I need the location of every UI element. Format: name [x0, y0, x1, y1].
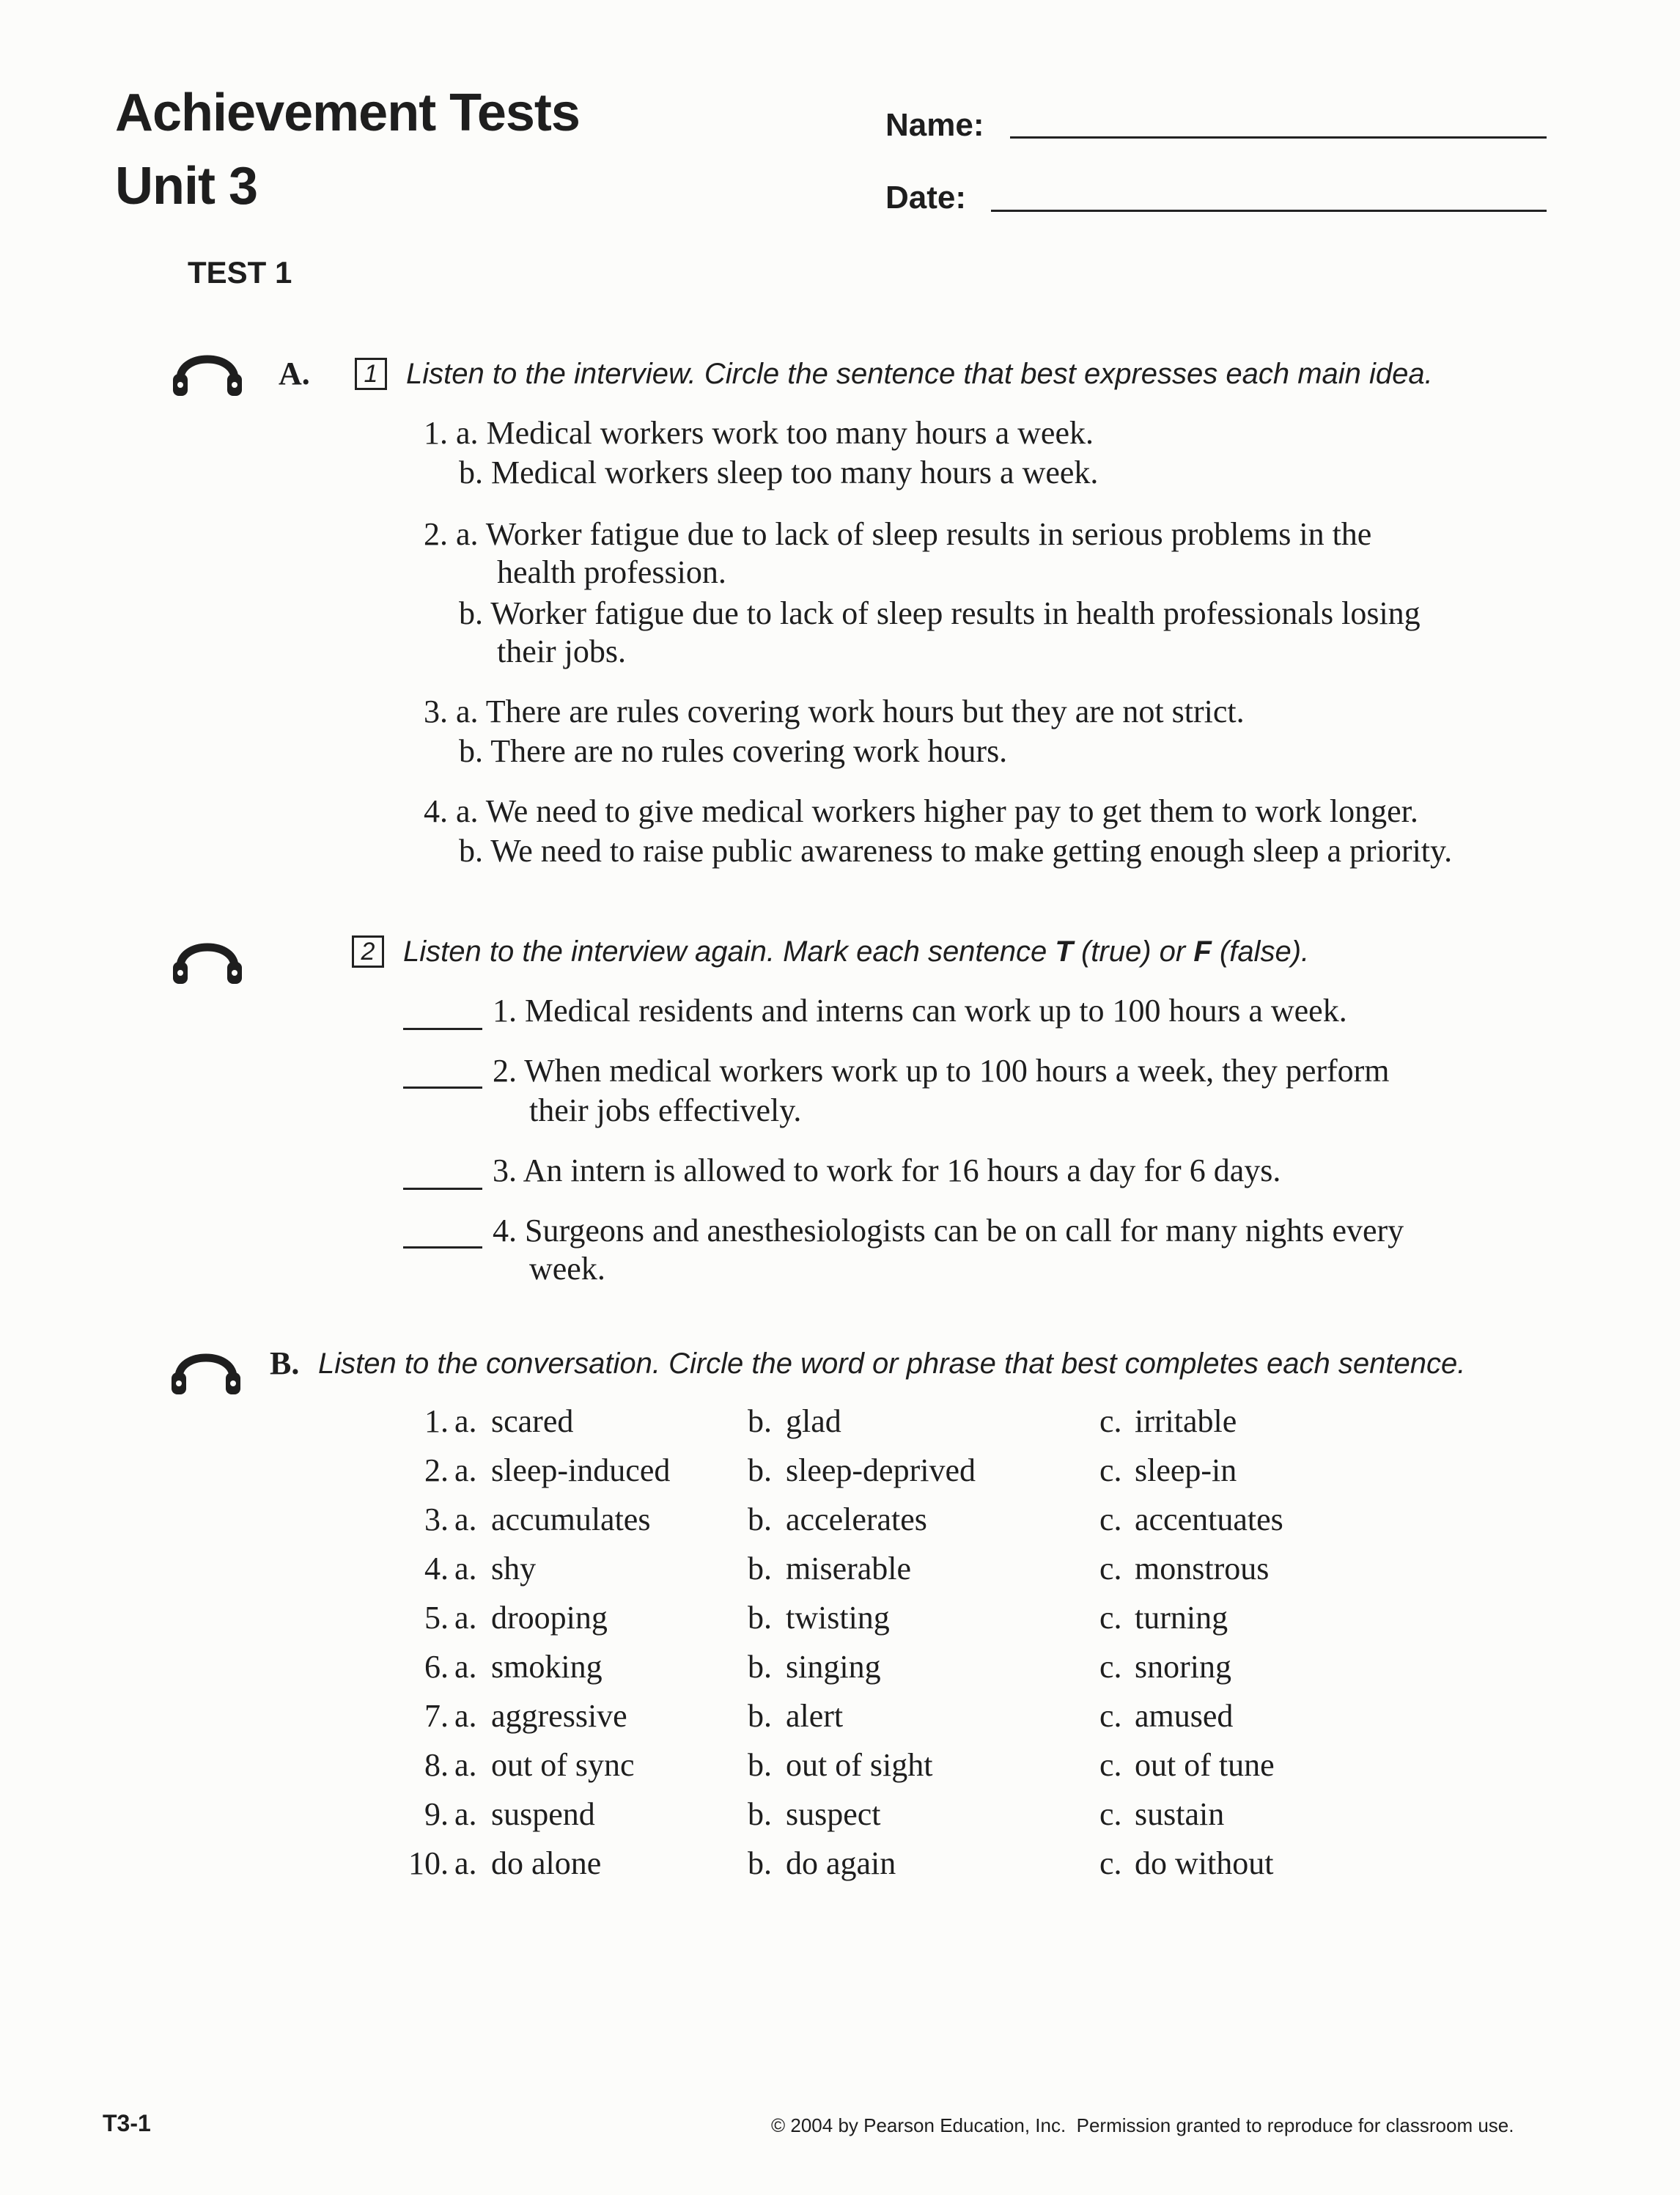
option-b-text[interactable]: Worker fatigue due to lack of sleep results in health professionals losing	[490, 595, 1421, 631]
statement-number: 2.	[493, 1053, 517, 1089]
option-a-marker: a.	[454, 1649, 477, 1685]
option-a-marker: a.	[454, 1698, 477, 1734]
answer-blank-3[interactable]	[403, 1188, 482, 1190]
option-b-marker: b.	[748, 1403, 772, 1439]
page-code: T3-1	[103, 2110, 151, 2136]
section-b-letter: B.	[270, 1345, 300, 1381]
option-c-marker: c.	[1099, 1501, 1122, 1537]
option-a-text-cont[interactable]: health profession.	[497, 554, 726, 590]
option-b-marker: b.	[459, 595, 483, 631]
copyright-notice: © 2004 by Pearson Education, Inc. Permission granted to reproduce for classroom use.	[771, 2114, 1514, 2136]
option-c[interactable]: sustain	[1135, 1796, 1225, 1832]
option-c[interactable]: out of tune	[1135, 1747, 1275, 1783]
option-a-text[interactable]: Medical workers work too many hours a week.	[486, 415, 1094, 451]
question-number: 2.	[424, 516, 448, 552]
option-a[interactable]: out of sync	[491, 1747, 635, 1783]
question-1	[424, 413, 1094, 453]
option-b-marker: b.	[748, 1551, 772, 1586]
item-number: 10.	[408, 1845, 449, 1881]
statement-text: When medical workers work up to 100 hours a week, they perform	[524, 1053, 1390, 1089]
option-a[interactable]: smoking	[491, 1649, 603, 1685]
option-c-marker: c.	[1099, 1747, 1122, 1783]
headphones-icon	[166, 1334, 246, 1400]
item-number: 7.	[424, 1698, 449, 1734]
instruction-text: (true) or	[1072, 935, 1194, 968]
answer-blank-2[interactable]	[403, 1087, 482, 1089]
option-a-text[interactable]: There are rules covering work hours but they are not strict.	[485, 694, 1245, 729]
item-number: 5.	[424, 1600, 449, 1636]
option-a[interactable]: accumulates	[491, 1501, 651, 1537]
section-a-part2-instruction	[403, 935, 1309, 968]
option-b-marker: b.	[748, 1845, 772, 1881]
option-a[interactable]: shy	[491, 1551, 537, 1586]
option-c-marker: c.	[1099, 1551, 1122, 1586]
option-a-marker: a.	[456, 694, 479, 729]
option-a-marker: a.	[454, 1600, 477, 1636]
item-number: 1.	[424, 1403, 449, 1439]
option-b-marker: b.	[748, 1796, 772, 1832]
question-3	[424, 692, 1245, 732]
item-number: 6.	[424, 1649, 449, 1685]
option-b-marker: b.	[748, 1452, 772, 1488]
option-c-marker: c.	[1099, 1796, 1122, 1832]
track-number-2: 2	[352, 935, 384, 968]
option-b-marker: b.	[748, 1747, 772, 1783]
option-a[interactable]: drooping	[491, 1600, 608, 1636]
option-c[interactable]: amused	[1135, 1698, 1234, 1734]
option-c[interactable]: snoring	[1135, 1649, 1231, 1685]
option-c[interactable]: accentuates	[1135, 1501, 1283, 1537]
false-marker: F	[1193, 935, 1212, 968]
option-a-marker: a.	[454, 1796, 477, 1832]
item-number: 2.	[424, 1452, 449, 1488]
option-b-marker: b.	[459, 455, 483, 490]
statement-2	[493, 1051, 1390, 1091]
option-b-text[interactable]: There are no rules covering work hours.	[490, 733, 1008, 769]
option-c[interactable]: sleep-in	[1135, 1452, 1237, 1488]
option-a[interactable]: aggressive	[491, 1698, 627, 1734]
option-b[interactable]: sleep-deprived	[786, 1452, 976, 1488]
option-c[interactable]: irritable	[1135, 1403, 1237, 1439]
option-b-marker: b.	[748, 1501, 772, 1537]
section-b-instruction: Listen to the conversation. Circle the word or phrase that best completes each sentence.	[318, 1347, 1466, 1380]
option-b[interactable]: do again	[786, 1845, 896, 1881]
option-a-marker: a.	[456, 516, 479, 552]
option-b[interactable]: twisting	[786, 1600, 890, 1636]
question-4-option-b	[459, 831, 1452, 871]
track-number-1: 1	[355, 358, 387, 390]
option-a[interactable]: sleep-induced	[491, 1452, 671, 1488]
section-a-part1-instruction: Listen to the interview. Circle the sentence that best expresses each main idea.	[406, 358, 1433, 390]
option-b[interactable]: alert	[786, 1698, 844, 1734]
option-a-marker: a.	[454, 1845, 477, 1881]
instruction-text: (false).	[1211, 935, 1310, 968]
option-b[interactable]: glad	[786, 1403, 841, 1439]
statement-text-cont: their jobs effectively.	[529, 1092, 802, 1128]
option-a-marker: a.	[454, 1452, 477, 1488]
option-b-marker: b.	[459, 733, 483, 769]
option-a-text[interactable]: We need to give medical workers higher pay to get them to work longer.	[485, 793, 1418, 829]
option-b-text[interactable]: Medical workers sleep too many hours a week.	[491, 455, 1099, 490]
option-a-marker: a.	[454, 1501, 477, 1537]
option-a-marker: a.	[454, 1403, 477, 1439]
statement-text-cont: week.	[529, 1251, 605, 1287]
option-c-marker: c.	[1099, 1845, 1122, 1881]
statement-number: 1.	[493, 993, 517, 1029]
option-b[interactable]: out of sight	[786, 1747, 933, 1783]
option-b-text[interactable]: We need to raise public awareness to make getting enough sleep a priority.	[490, 833, 1453, 869]
option-c-marker: c.	[1099, 1649, 1122, 1685]
option-b-marker: b.	[459, 833, 483, 869]
question-number: 3.	[424, 694, 448, 729]
option-a-text[interactable]: Worker fatigue due to lack of sleep results in serious problems in the	[485, 516, 1372, 552]
option-b-marker: b.	[748, 1600, 772, 1636]
option-c[interactable]: do without	[1135, 1845, 1274, 1881]
section-a-letter: A.	[279, 356, 310, 391]
test-label: TEST 1	[188, 255, 292, 290]
statement-1	[493, 991, 1347, 1031]
question-1-option-b	[459, 453, 1098, 493]
option-c-marker: c.	[1099, 1698, 1122, 1734]
option-a-marker: a.	[454, 1551, 477, 1586]
date-field[interactable]	[991, 210, 1547, 212]
name-label: Name:	[885, 107, 984, 143]
true-marker: T	[1055, 935, 1073, 968]
option-a[interactable]: suspend	[491, 1796, 595, 1832]
option-b[interactable]: accelerates	[786, 1501, 927, 1537]
question-number: 4.	[424, 793, 448, 829]
unit-title: Unit 3	[115, 157, 258, 216]
item-number: 8.	[424, 1747, 449, 1783]
item-number: 4.	[424, 1551, 449, 1586]
statement-4	[493, 1211, 1404, 1251]
headphones-icon	[167, 336, 248, 402]
option-a[interactable]: do alone	[491, 1845, 602, 1881]
date-label: Date:	[885, 180, 967, 216]
answer-blank-4[interactable]	[403, 1246, 482, 1249]
statement-3	[493, 1151, 1281, 1191]
option-b-text-cont[interactable]: their jobs.	[497, 633, 626, 669]
question-3-option-b	[459, 732, 1007, 771]
option-b[interactable]: singing	[786, 1649, 881, 1685]
option-c[interactable]: monstrous	[1135, 1551, 1270, 1586]
option-c-marker: c.	[1099, 1403, 1122, 1439]
option-a-marker: a.	[456, 793, 479, 829]
instruction-text: Listen to the interview again. Mark each sentence	[403, 935, 1055, 968]
headphones-icon	[167, 924, 248, 990]
page-title: Achievement Tests	[115, 84, 580, 142]
question-2-option-b	[459, 594, 1421, 633]
option-c-marker: c.	[1099, 1600, 1122, 1636]
statement-number: 3.	[493, 1152, 517, 1188]
statement-text: An intern is allowed to work for 16 hours a day for 6 days.	[523, 1152, 1281, 1188]
option-c-marker: c.	[1099, 1452, 1122, 1488]
statement-text: Medical residents and interns can work up to 100 hours a week.	[525, 993, 1347, 1029]
item-number: 9.	[424, 1796, 449, 1832]
option-c[interactable]: turning	[1135, 1600, 1228, 1636]
option-b[interactable]: miserable	[786, 1551, 912, 1586]
option-b[interactable]: suspect	[786, 1796, 881, 1832]
statement-number: 4.	[493, 1213, 517, 1249]
name-field[interactable]	[1010, 136, 1547, 139]
option-b-marker: b.	[748, 1649, 772, 1685]
answer-blank-1[interactable]	[403, 1028, 482, 1030]
option-a-marker: a.	[456, 415, 479, 451]
item-number: 3.	[424, 1501, 449, 1537]
option-a[interactable]: scared	[491, 1403, 574, 1439]
question-number: 1.	[424, 415, 448, 451]
question-4	[424, 792, 1418, 831]
option-b-marker: b.	[748, 1698, 772, 1734]
statement-text: Surgeons and anesthesiologists can be on call for many nights every	[525, 1213, 1404, 1249]
option-a-marker: a.	[454, 1747, 477, 1783]
question-2	[424, 515, 1371, 554]
